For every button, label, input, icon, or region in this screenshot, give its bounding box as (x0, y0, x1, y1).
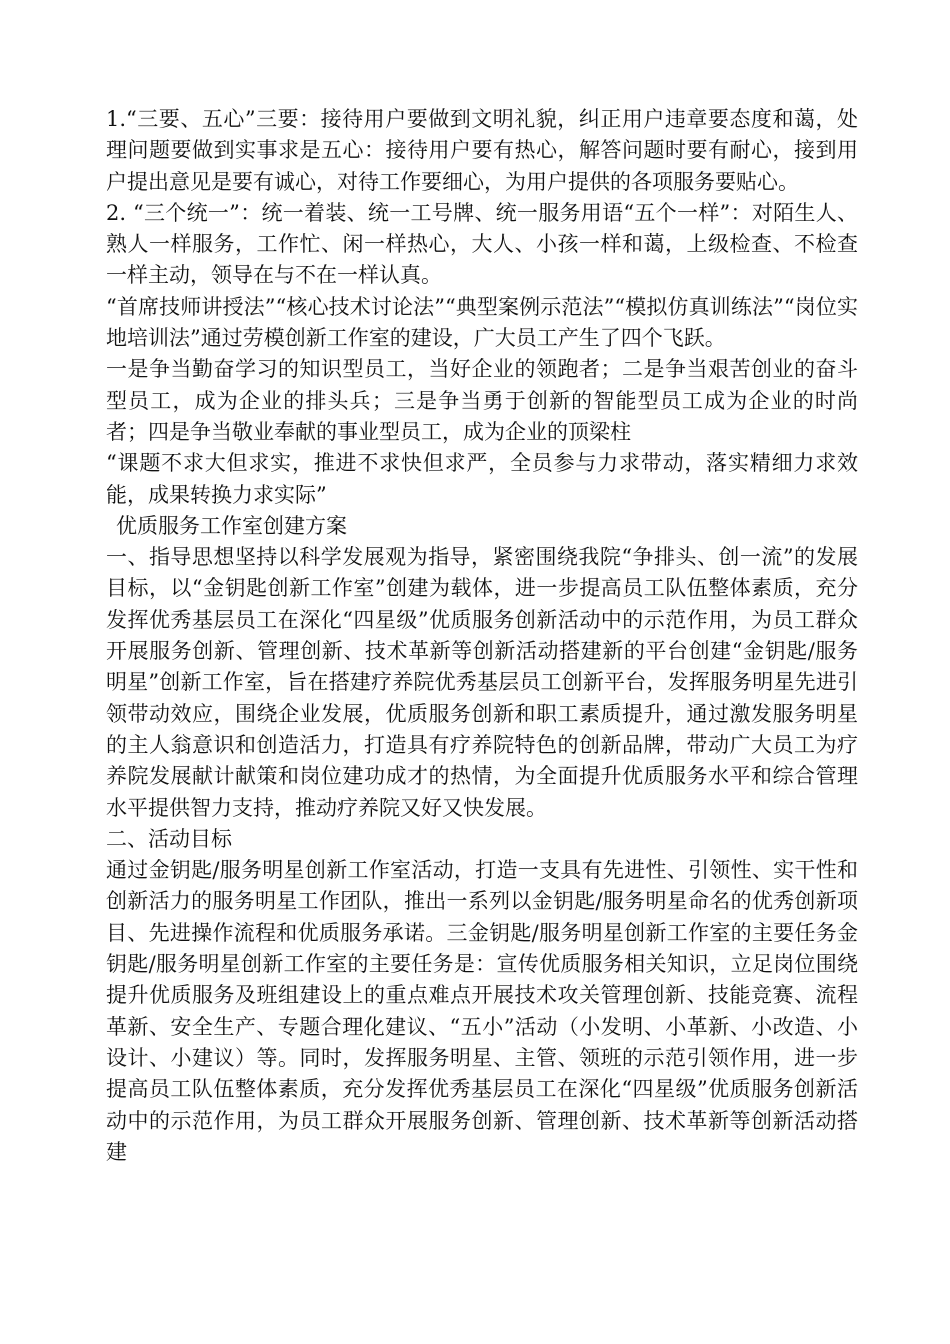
paragraph-guiding-ideology: 一、指导思想坚持以科学发展观为指导，紧密围绕我院“争排头、创一流”的发展目标，以“金钥匙创新工作室”创建为载体，进一步提高员工队伍整体素质，充分发挥优秀基层员工在深化“四星级”优质服务创新活动中的示范作用，为员工群众开展服务创新、管理创新、技术革新等创新活动搭建新的平台创建“金钥匙/服务明星”创新工作室，旨在搭建疗养院优秀基层员工创新平台，发挥服务明星先进引领带动效应，围绕企业发展，优质服务创新和职工素质提升，通过激发服务明星的主人翁意识和创造活力，打造具有疗养院特色的创新品牌，带动广大员工为疗养院发展献计献策和岗位建功成才的热情，为全面提升优质服务水平和综合管理水平提供智力支持，推动疗养院又好又快发展。 (106, 545, 858, 820)
paragraph-training-methods: “首席技师讲授法”“核心技术讨论法”“典型案例示范法”“模拟仿真训练法”“岗位实地培训法”通过劳模创新工作室的建设，广大员工产生了四个飞跃。 (106, 294, 858, 351)
heading-activity-goals: 二、活动目标 (106, 826, 232, 851)
paragraph-three-unifications: 2. “三个统一”：统一着装、统一工号牌、统一服务用语“五个一样”：对陌生人、熟人一样服务，工作忙、闲一样热心，大人、小孩一样和蔼，上级检查、不检查一样主动，领导在与不在一样认真。 (106, 200, 858, 288)
section-title: 优质服务工作室创建方案 (116, 513, 347, 538)
paragraph-three-musts-five-hearts: 1.“三要、五心”三要：接待用户要做到文明礼貌，纠正用户违章要态度和蔼，处理问题要做到实事求是五心：接待用户要有热心，解答问题时要有耐心，接到用户提出意见是要有诚心，对待工作要细心，为用户提供的各项服务要贴心。 (106, 107, 858, 194)
paragraph-principles: “课题不求大但求实，推进不求快但求严，全员参与力求带动，落实精细力求效能，成果转换力求实际” (106, 451, 858, 507)
document-body (106, 104, 858, 1168)
paragraph-four-leaps: 一是争当勤奋学习的知识型员工，当好企业的领跑者；二是争当艰苦创业的奋斗型员工，成为企业的排头兵；三是争当勇于创新的智能型员工成为企业的时尚者；四是争当敬业奉献的事业型员工，成为企业的顶梁柱 (106, 357, 858, 444)
paragraph-activity-goals: 通过金钥匙/服务明星创新工作室活动，打造一支具有先进性、引领性、实干性和创新活力的服务明星工作团队，推出一系列以金钥匙/服务明星命名的优秀创新项目、先进操作流程和优质服务承诺。三金钥匙/服务明星创新工作室的主要任务金钥匙/服务明星创新工作室的主要任务是：宣传优质服务相关知识，立足岗位围绕提升优质服务及班组建设上的重点难点开展技术攻关管理创新、技能竞赛、流程革新、安全生产、专题合理化建议、“五小”活动（小发明、小革新、小改造、小设计、小建议）等。同时，发挥服务明星、主管、领班的示范引领作用，进一步提高员工队伍整体素质，充分发挥优秀基层员工在深化“四星级”优质服务创新活动中的示范作用，为员工群众开展服务创新、管理创新、技术革新等创新活动搭建 (106, 858, 858, 1164)
